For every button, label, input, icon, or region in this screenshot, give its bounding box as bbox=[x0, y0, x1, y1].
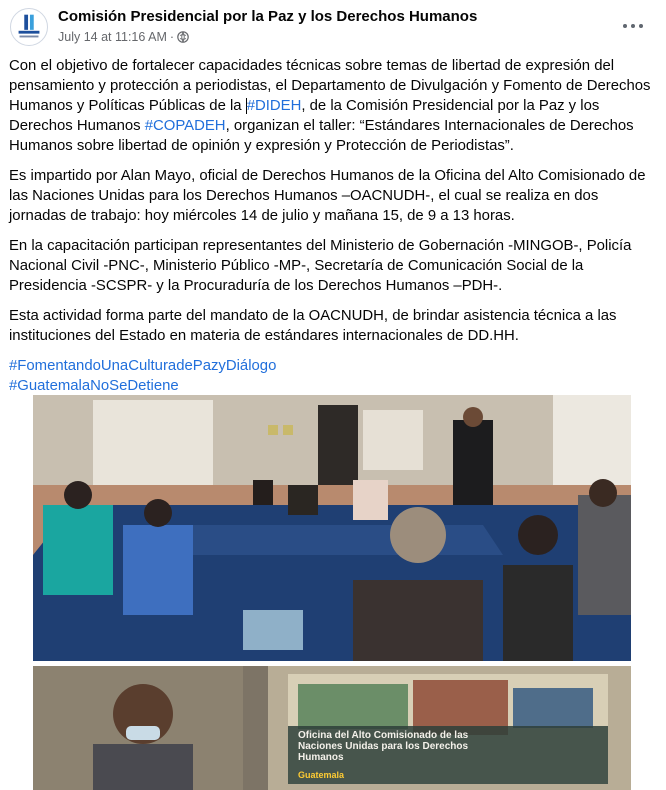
hashtag-dideh-link[interactable]: #DIDEH bbox=[246, 98, 302, 114]
post-header bbox=[0, 0, 666, 52]
page-name-link[interactable]: Comisión Presidencial por la Paz y los Derechos Humanos bbox=[58, 8, 478, 25]
paragraph-1 bbox=[9, 56, 659, 156]
copadeh-logo-icon[interactable] bbox=[10, 8, 48, 46]
hashtag-copadeh-link[interactable]: #COPADEH bbox=[144, 118, 226, 134]
meta-separator: · bbox=[169, 30, 175, 44]
post-timestamp[interactable]: July 14 at 11:16 AM bbox=[58, 30, 167, 44]
paragraph-4: Esta actividad forma parte del mandato de la OACNUDH, de brindar asistencia técnica a las instituciones del Estado en materia de estándares internacionales de DD.HH. bbox=[9, 308, 617, 344]
paragraph-3: En la capacitación participan representantes del Ministerio de Gobernación -MINGOB-, Policía Nacional Civil -PNC-, Ministerio Público -MP-, Secretaría de Comunicación Social de la Presidencia -SCSPR- y la Procuraduría de los Derechos Humanos –PDH-. bbox=[9, 238, 632, 294]
slide-subtitle-text: Guatemala bbox=[298, 770, 345, 780]
post-meta bbox=[58, 30, 189, 46]
paragraph-1-b: , de la Comisión Presidencial por la Paz y los Derechos Humanos bbox=[9, 98, 600, 134]
paragraph-2: Es impartido por Alan Mayo, oficial de Derechos Humanos de la Oficina del Alto Comisionado de las Naciones Unidas para los Derechos Humanos –OACNUDH-, el cual se realiza en dos jornadas de trabajo: hoy miércoles 14 de julio y mañana 15, de 9 a 13 horas. bbox=[9, 168, 646, 224]
post-photo-meeting[interactable] bbox=[33, 395, 631, 661]
hashtag-guatemala-link[interactable]: #GuatemalaNoSeDetiene bbox=[9, 378, 179, 394]
slide-title-text: Oficina del Alto Comisionado de las Naciones Unidas para los Derechos Humanos bbox=[298, 730, 469, 763]
paragraph-1-a: Con el objetivo de fortalecer capacidades técnicas sobre temas de libertad de expresión del pensamiento y protección a periodistas, el Departamento de Divulgación y Fomento de Derechos Humanos y Políticas Públicas de la bbox=[9, 58, 651, 114]
paragraph-1-c: , organizan el taller: “Estándares Internacionales de Derechos Humanos sobre libertad de opinión y expresión y Protección de Periodistas”. bbox=[9, 118, 634, 154]
hashtags bbox=[9, 356, 659, 396]
globe-icon[interactable] bbox=[177, 31, 189, 46]
more-options-icon[interactable] bbox=[618, 14, 648, 38]
post-text bbox=[9, 56, 659, 396]
hashtag-fomentando-link[interactable]: #FomentandoUnaCulturadePazyDiálogo bbox=[9, 358, 277, 374]
